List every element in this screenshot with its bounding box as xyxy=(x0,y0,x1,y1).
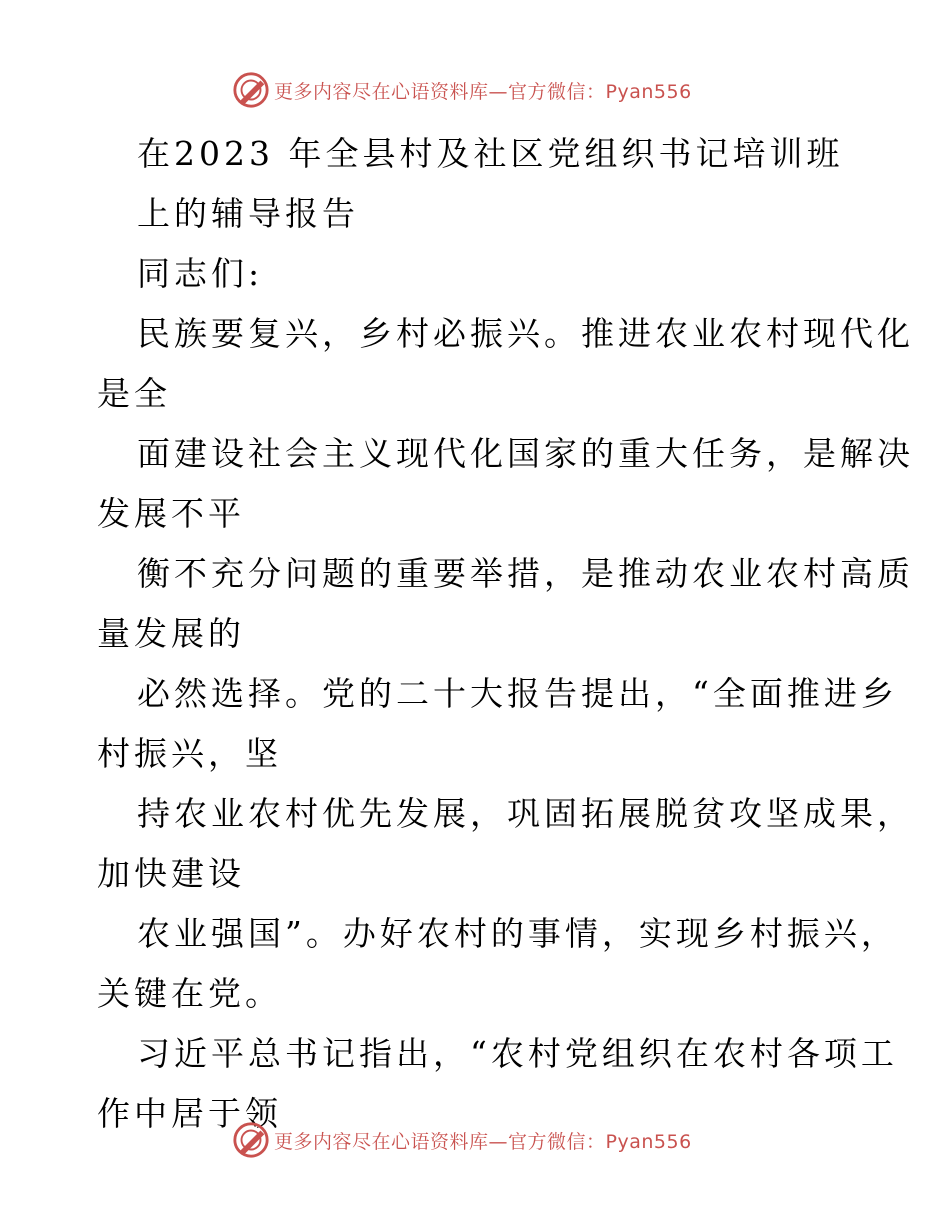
watermark-text: 更多内容尽在心语资料库—官方微信：Pyan556 xyxy=(274,1130,692,1153)
text-line: 同志们: xyxy=(137,254,264,293)
text-line: 农业强国”。办好农村的事情，实现乡村振兴， xyxy=(137,914,898,953)
text-line: 民族要复兴，乡村必振兴。推进农业农村现代化 xyxy=(137,314,914,353)
text-line: 量发展的 xyxy=(97,614,245,653)
text-line: 必然选择。党的二十大报告提出，“全面推进乡 xyxy=(137,674,898,713)
document-body xyxy=(97,124,914,1144)
text-line: 关键在党。 xyxy=(97,974,282,1013)
text-line: 上的辅导报告 xyxy=(137,194,359,233)
header-watermark-banner xyxy=(232,70,692,110)
text-line: 村振兴，坚 xyxy=(97,734,282,773)
text-line: 在2023 年全县村及社区党组织书记培训班 xyxy=(137,134,844,173)
text-line: 习近平总书记指出，“农村党组织在农村各项工 xyxy=(137,1034,898,1073)
text-line: 是全 xyxy=(97,374,171,413)
text-line: 衡不充分问题的重要举措，是推动农业农村高质 xyxy=(137,554,914,593)
seal-logo-icon xyxy=(232,71,270,109)
text-line: 加快建设 xyxy=(97,854,245,893)
seal-logo-icon xyxy=(232,1121,270,1159)
footer-watermark-banner xyxy=(232,1120,692,1160)
text-line: 发展不平 xyxy=(97,494,245,533)
text-line: 面建设社会主义现代化国家的重大任务，是解决 xyxy=(137,434,914,473)
text-line: 持农业农村优先发展，巩固拓展脱贫攻坚成果， xyxy=(137,794,914,833)
text-line: 作中居于领 xyxy=(97,1094,282,1133)
watermark-text: 更多内容尽在心语资料库—官方微信：Pyan556 xyxy=(274,80,692,103)
